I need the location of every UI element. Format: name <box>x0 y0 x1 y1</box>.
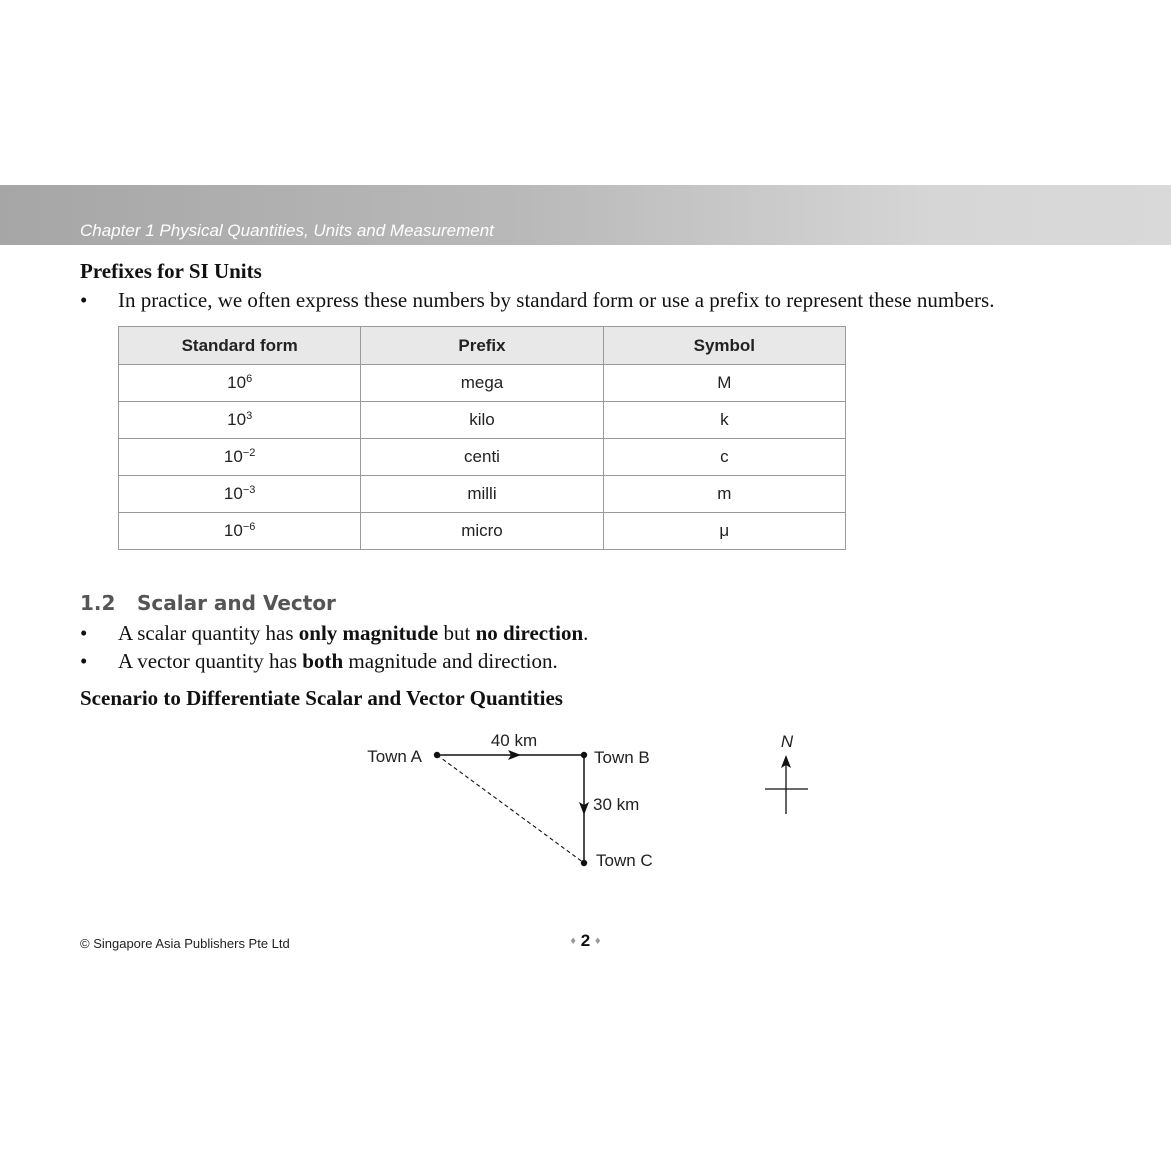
prefix-cell: micro <box>361 513 603 550</box>
prefixes-bullet-text: In practice, we often express these numbers by standard form or use a prefix to represent these numbers. <box>118 288 995 312</box>
emphasis-no-direction: no direction <box>475 621 584 645</box>
standard-form-cell: $10^{-2}$ <box>119 439 361 476</box>
prefixes-heading: Prefixes for SI Units <box>80 259 262 283</box>
bullet-dot: • <box>80 621 88 645</box>
section-title: Scalar and Vector <box>137 591 336 615</box>
diamond-icon: ♦ <box>570 935 577 947</box>
standard-form-cell: $10^3$ <box>119 402 361 439</box>
town-a-dot <box>434 752 440 758</box>
distance-ab-label: 40 km <box>490 731 538 750</box>
standard-form-cell: $10^6$ <box>119 365 361 402</box>
symbol-cell: μ <box>603 513 845 550</box>
copyright-notice: © Singapore Asia Publishers Pte Ltd <box>80 936 290 951</box>
prefix-cell: milli <box>361 476 603 513</box>
bullet-dot: • <box>80 649 88 673</box>
page-number: 2 <box>580 931 591 950</box>
symbol-cell: k <box>603 402 845 439</box>
compass-north-label: N <box>780 732 794 751</box>
town-b-dot <box>581 752 587 758</box>
town-c-label: Town C <box>596 851 653 870</box>
section-number: 1.2 <box>80 591 116 615</box>
column-header-standard-form: Standard form <box>119 327 361 365</box>
diamond-icon: ♦ <box>594 935 601 947</box>
emphasis-both: both <box>302 649 344 673</box>
page-number-block <box>0 931 1171 951</box>
standard-form-cell: $10^{-3}$ <box>119 476 361 513</box>
town-c-dot <box>581 860 587 866</box>
town-b-label: Town B <box>594 748 650 767</box>
column-header-prefix: Prefix <box>361 327 603 365</box>
prefix-cell: kilo <box>361 402 603 439</box>
symbol-cell: M <box>603 365 845 402</box>
chapter-title: Chapter 1 Physical Quantities, Units and Measurement <box>80 221 494 240</box>
column-header-symbol: Symbol <box>603 327 845 365</box>
vector-bullet: • A vector quantity has both magnitude and direction. <box>80 649 558 673</box>
symbol-cell: m <box>603 476 845 513</box>
symbol-cell: c <box>603 439 845 476</box>
emphasis-only-magnitude: only magnitude <box>298 621 439 645</box>
prefix-cell: mega <box>361 365 603 402</box>
distance-bc-label: 30 km <box>593 795 640 814</box>
town-a-label: Town A <box>367 747 422 766</box>
bullet-dot: • <box>80 288 88 312</box>
prefix-cell: centi <box>361 439 603 476</box>
displacement-a-to-c <box>437 755 584 863</box>
scenario-heading: Scenario to Differentiate Scalar and Vector Quantities <box>80 686 563 710</box>
standard-form-cell: $10^{-6}$ <box>119 513 361 550</box>
scalar-bullet: • A scalar quantity has only magnitude but no direction. <box>80 621 589 645</box>
